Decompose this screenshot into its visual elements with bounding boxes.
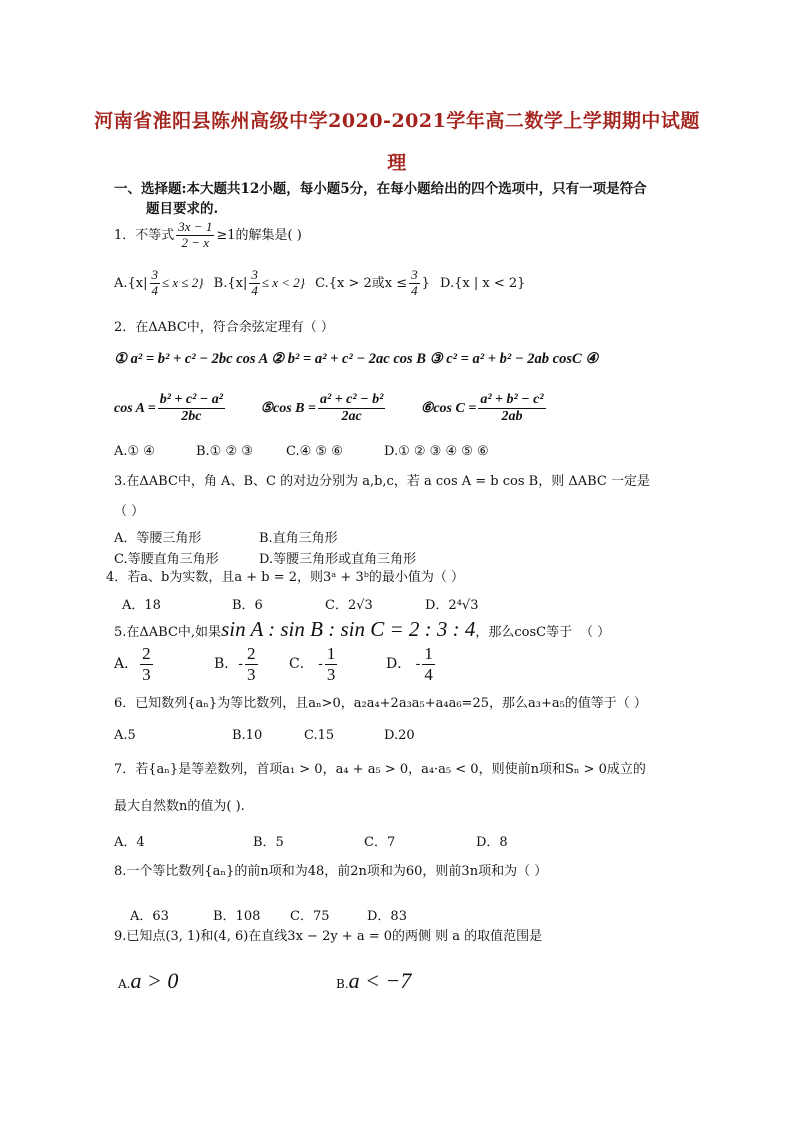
q1-suffix: ≥1的解集是( ) [216, 227, 302, 243]
q5-option-a: A． $\frac{2}{3}$ [114, 644, 151, 684]
q7-option-a: A．4 [114, 835, 145, 850]
q1-option-a: A.{x| $\frac{3}{4}$ ≤ x ≤ 2} [114, 267, 204, 298]
q2-option-d: D.① ② ③ ④ ⑤ ⑥ [384, 444, 489, 459]
question-3: 3.在ΔABC中，角 A、B、C 的对边分别为 a,b,c，若 a cos A = b cos B，则 ΔABC 一定是 [114, 474, 650, 489]
q8-option-b: B．108 [213, 909, 261, 924]
q9-option-b: B.a < −7 [336, 968, 412, 993]
q4-option-d: D．2⁴√3 [425, 598, 479, 613]
q5-ratio: sin A : sin B : sin C = 2 : 3 : 4 [221, 617, 476, 641]
exam-title: 河南省淮阳县陈州高级中学2020-2021学年高二数学上学期期中试题 [94, 110, 700, 132]
section-heading-cont: 题目要求的. [146, 201, 219, 217]
q3-option-b: B.直角三角形 [259, 531, 338, 546]
q2-option-c: C.④ ⑤ ⑥ [286, 444, 343, 459]
q8-option-d: D．83 [367, 909, 407, 924]
q5-paren: （ ） [580, 625, 611, 640]
q7-option-d: D．8 [476, 835, 508, 850]
q1-option-c: C.{x > 2或x ≤ $\frac{3}{4}$ } [315, 267, 430, 298]
question-9: 9.已知点(3, 1)和(4, 6)在直线3x − 2y + a = 0的两侧 则 a 的取值范围是 [114, 929, 543, 944]
q8-option-c: C．75 [290, 909, 330, 924]
q5-option-b: B．- $\frac{2}{3}$ [214, 644, 256, 684]
q1-option-d: D.{x | x < 2} [440, 275, 526, 291]
q3-option-a: A．等腰三角形 [114, 531, 202, 546]
q2-formulas-1: ① a² = b² + c² − 2bc cos A ② b² = a² + c² − 2ac cos B ③ c² = a² + b² − 2ab cosC ④ [114, 351, 599, 367]
question-7-cont: 最大自然数n的值为( ). [114, 799, 245, 814]
q7-option-c: C．7 [364, 835, 396, 850]
q3-paren: （ ） [114, 504, 145, 519]
q9-option-a: A.a > 0 [118, 968, 179, 993]
q3-option-c: C.等腰直角三角形 [114, 552, 219, 567]
q6-option-c: C.15 [304, 728, 335, 743]
q4-option-b: B．6 [232, 598, 263, 613]
q1-fraction: $\frac{3x - 1}{2 - x}$ [178, 219, 213, 250]
q5-option-c: C． - $\frac{1}{3}$ [289, 644, 336, 684]
question-2: 2．在ΔABC中，符合余弦定理有（ ） [114, 320, 334, 335]
q2-formulas-2: cos A = $\frac{\text{b² + c² − a²}}{2bc}$ ⑤cos B = $\frac{\text{a² + c² − b²}}{2ac}$ ⑥cos C = $\frac{\text{a² + b² − c²}}{2ab}$ [114, 392, 544, 425]
q1-options [114, 268, 525, 299]
q1-option-b: B.{x| $\frac{3}{4}$ ≤ x < 2} [213, 267, 305, 298]
q5-option-d: D． - $\frac{1}{4}$ [386, 644, 433, 684]
q4-option-c: C．2√3 [325, 598, 373, 613]
q1-prefix: 1．不等式 [114, 227, 175, 243]
q6-option-d: D.20 [384, 728, 415, 743]
question-5: 5.在ΔABC中,如果sin A : sin B : sin C = 2 : 3 : 4，那么cosC等于 [114, 617, 573, 641]
exam-title-cont: 理 [387, 152, 407, 174]
q6-option-b: B.10 [232, 728, 263, 743]
q3-option-d: D.等腰三角形或直角三角形 [259, 552, 417, 567]
question-4: 4．若a、b为实数，且a + b = 2，则3ᵃ + 3ᵇ的最小值为（ ） [106, 570, 465, 585]
question-6: 6．已知数列{aₙ}为等比数列，且aₙ>0，a₂a₄+2a₃a₅+a₄a₆=25，那么a₃+a₅的值等于（ ） [114, 696, 647, 711]
question-8: 8.一个等比数列{aₙ}的前n项和为48，前2n项和为60，则前3n项和为（ ） [114, 864, 548, 879]
q6-option-a: A.5 [114, 728, 136, 743]
question-7: 7．若{aₙ}是等差数列，首项a₁ > 0，a₄ + a₅ > 0，a₄·a₅ < 0，则使前n项和Sₙ > 0成立的 [114, 762, 646, 777]
q8-option-a: A．63 [130, 909, 169, 924]
q7-option-b: B．5 [253, 835, 284, 850]
section-heading: 一、选择题:本大题共12小题，每小题5分，在每小题给出的四个选项中，只有一项是符合 [114, 181, 647, 197]
question-1 [114, 220, 302, 251]
q2-option-a: A.① ④ [114, 444, 155, 459]
q4-option-a: A．18 [122, 598, 161, 613]
q2-option-b: B.① ② ③ [196, 444, 253, 459]
